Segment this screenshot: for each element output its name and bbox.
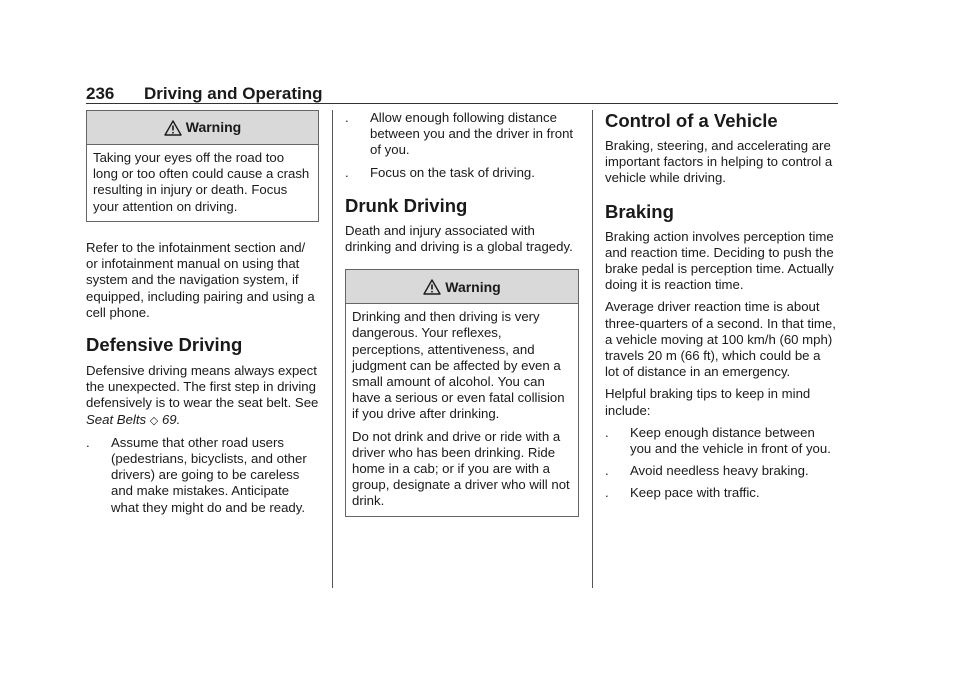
braking-paragraph: Braking action involves perception time and reaction time. Deciding to push the brake pedal is perception time. Actually doing it is reaction time. [605, 228, 834, 293]
heading-braking: Braking [605, 200, 674, 222]
bullet-marker: . [605, 485, 609, 501]
braking-paragraph: Average driver reaction time is about three-quarters of a second. In that time, a vehicle moving at 100 km/h (60 mph) travels 20 m (66 ft), which could be a lot of distance in an emergency. [605, 299, 836, 380]
section-title: Driving and Operating [144, 84, 323, 103]
warning-header [87, 111, 318, 145]
list-item [605, 425, 838, 457]
warning-text: Drinking and then driving is very dangerous. Your reflexes, perceptions, attentiveness, and judgment can be affected by even a small amount of alcohol. You can have a serious or even fatal collision if you drive after drinking. [352, 309, 565, 422]
warning-label: Warning [185, 119, 242, 136]
list-item [345, 165, 579, 181]
list-item [605, 463, 838, 479]
bullet-marker: . [345, 164, 349, 180]
warning-box [86, 110, 319, 222]
column-left [86, 110, 319, 516]
warning-label: Warning [445, 278, 501, 295]
bullet-marker: . [605, 463, 609, 479]
warning-icon [423, 279, 441, 295]
control-paragraph: Braking, steering, and accelerating are important factors in helping to control a vehicle while driving. [605, 138, 833, 186]
bullet-marker: . [345, 110, 349, 125]
warning-text: Taking your eyes off the road too long or too often could cause a crash resulting in injury or death. Focus your attention on driving. [93, 150, 310, 214]
heading-control-of-vehicle: Control of a Vehicle [605, 110, 778, 131]
page-number: 236 [86, 84, 115, 103]
page-ref-icon: ◇ [149, 413, 159, 427]
list-item-text: Keep pace with traffic. [630, 485, 760, 501]
list-item [86, 435, 319, 516]
heading-defensive-driving: Defensive Driving [86, 334, 243, 356]
bullet-marker: . [605, 424, 609, 440]
list-item-text: Allow enough following distance between you and the driver in front of you. [370, 110, 574, 158]
list-item-text: Focus on the task of driving. [370, 164, 535, 180]
list-item-text: Assume that other road users (pedestrians, bicyclists, and other drivers) are going to be careless and make mistakes. Anticipate what they might do and be ready. [111, 434, 307, 515]
drunk-paragraph: Death and injury associated with drinking and driving is a global tragedy. [345, 222, 573, 255]
bullet-marker: . [86, 434, 90, 450]
column-divider [592, 110, 593, 588]
warning-header [346, 270, 578, 304]
list-item-text: Avoid needless heavy braking. [630, 463, 809, 479]
warning-text: Do not drink and drive or ride with a driver who has been drinking. Ride home in a cab; or if you are with a group, designate a driver who will not drink. [352, 428, 570, 509]
page-header [86, 82, 838, 104]
column-right [605, 110, 838, 502]
column-middle [345, 110, 579, 517]
list-item [605, 485, 838, 501]
defensive-paragraph [86, 363, 319, 429]
header-rule [86, 103, 838, 104]
seat-belts-link[interactable]: Seat Belts [86, 411, 147, 427]
heading-drunk-driving: Drunk Driving [345, 194, 468, 216]
braking-paragraph: Helpful braking tips to keep in mind include: [605, 386, 811, 418]
list-item [345, 110, 579, 159]
warning-box [345, 269, 579, 516]
list-item-text: Keep enough distance between you and the vehicle in front of you. [630, 424, 831, 457]
seat-belts-page-ref[interactable]: 69. [161, 411, 181, 427]
column-divider [332, 110, 333, 588]
warning-icon [164, 120, 182, 136]
defensive-text: Defensive driving means always expect the unexpected. The first step in driving defensively is to wear the seat belt. See [86, 363, 319, 411]
infotainment-paragraph: Refer to the infotainment section and/ or infotainment manual on using that system and the navigation system, if equipped, including pairing and using a cell phone. [86, 240, 315, 320]
